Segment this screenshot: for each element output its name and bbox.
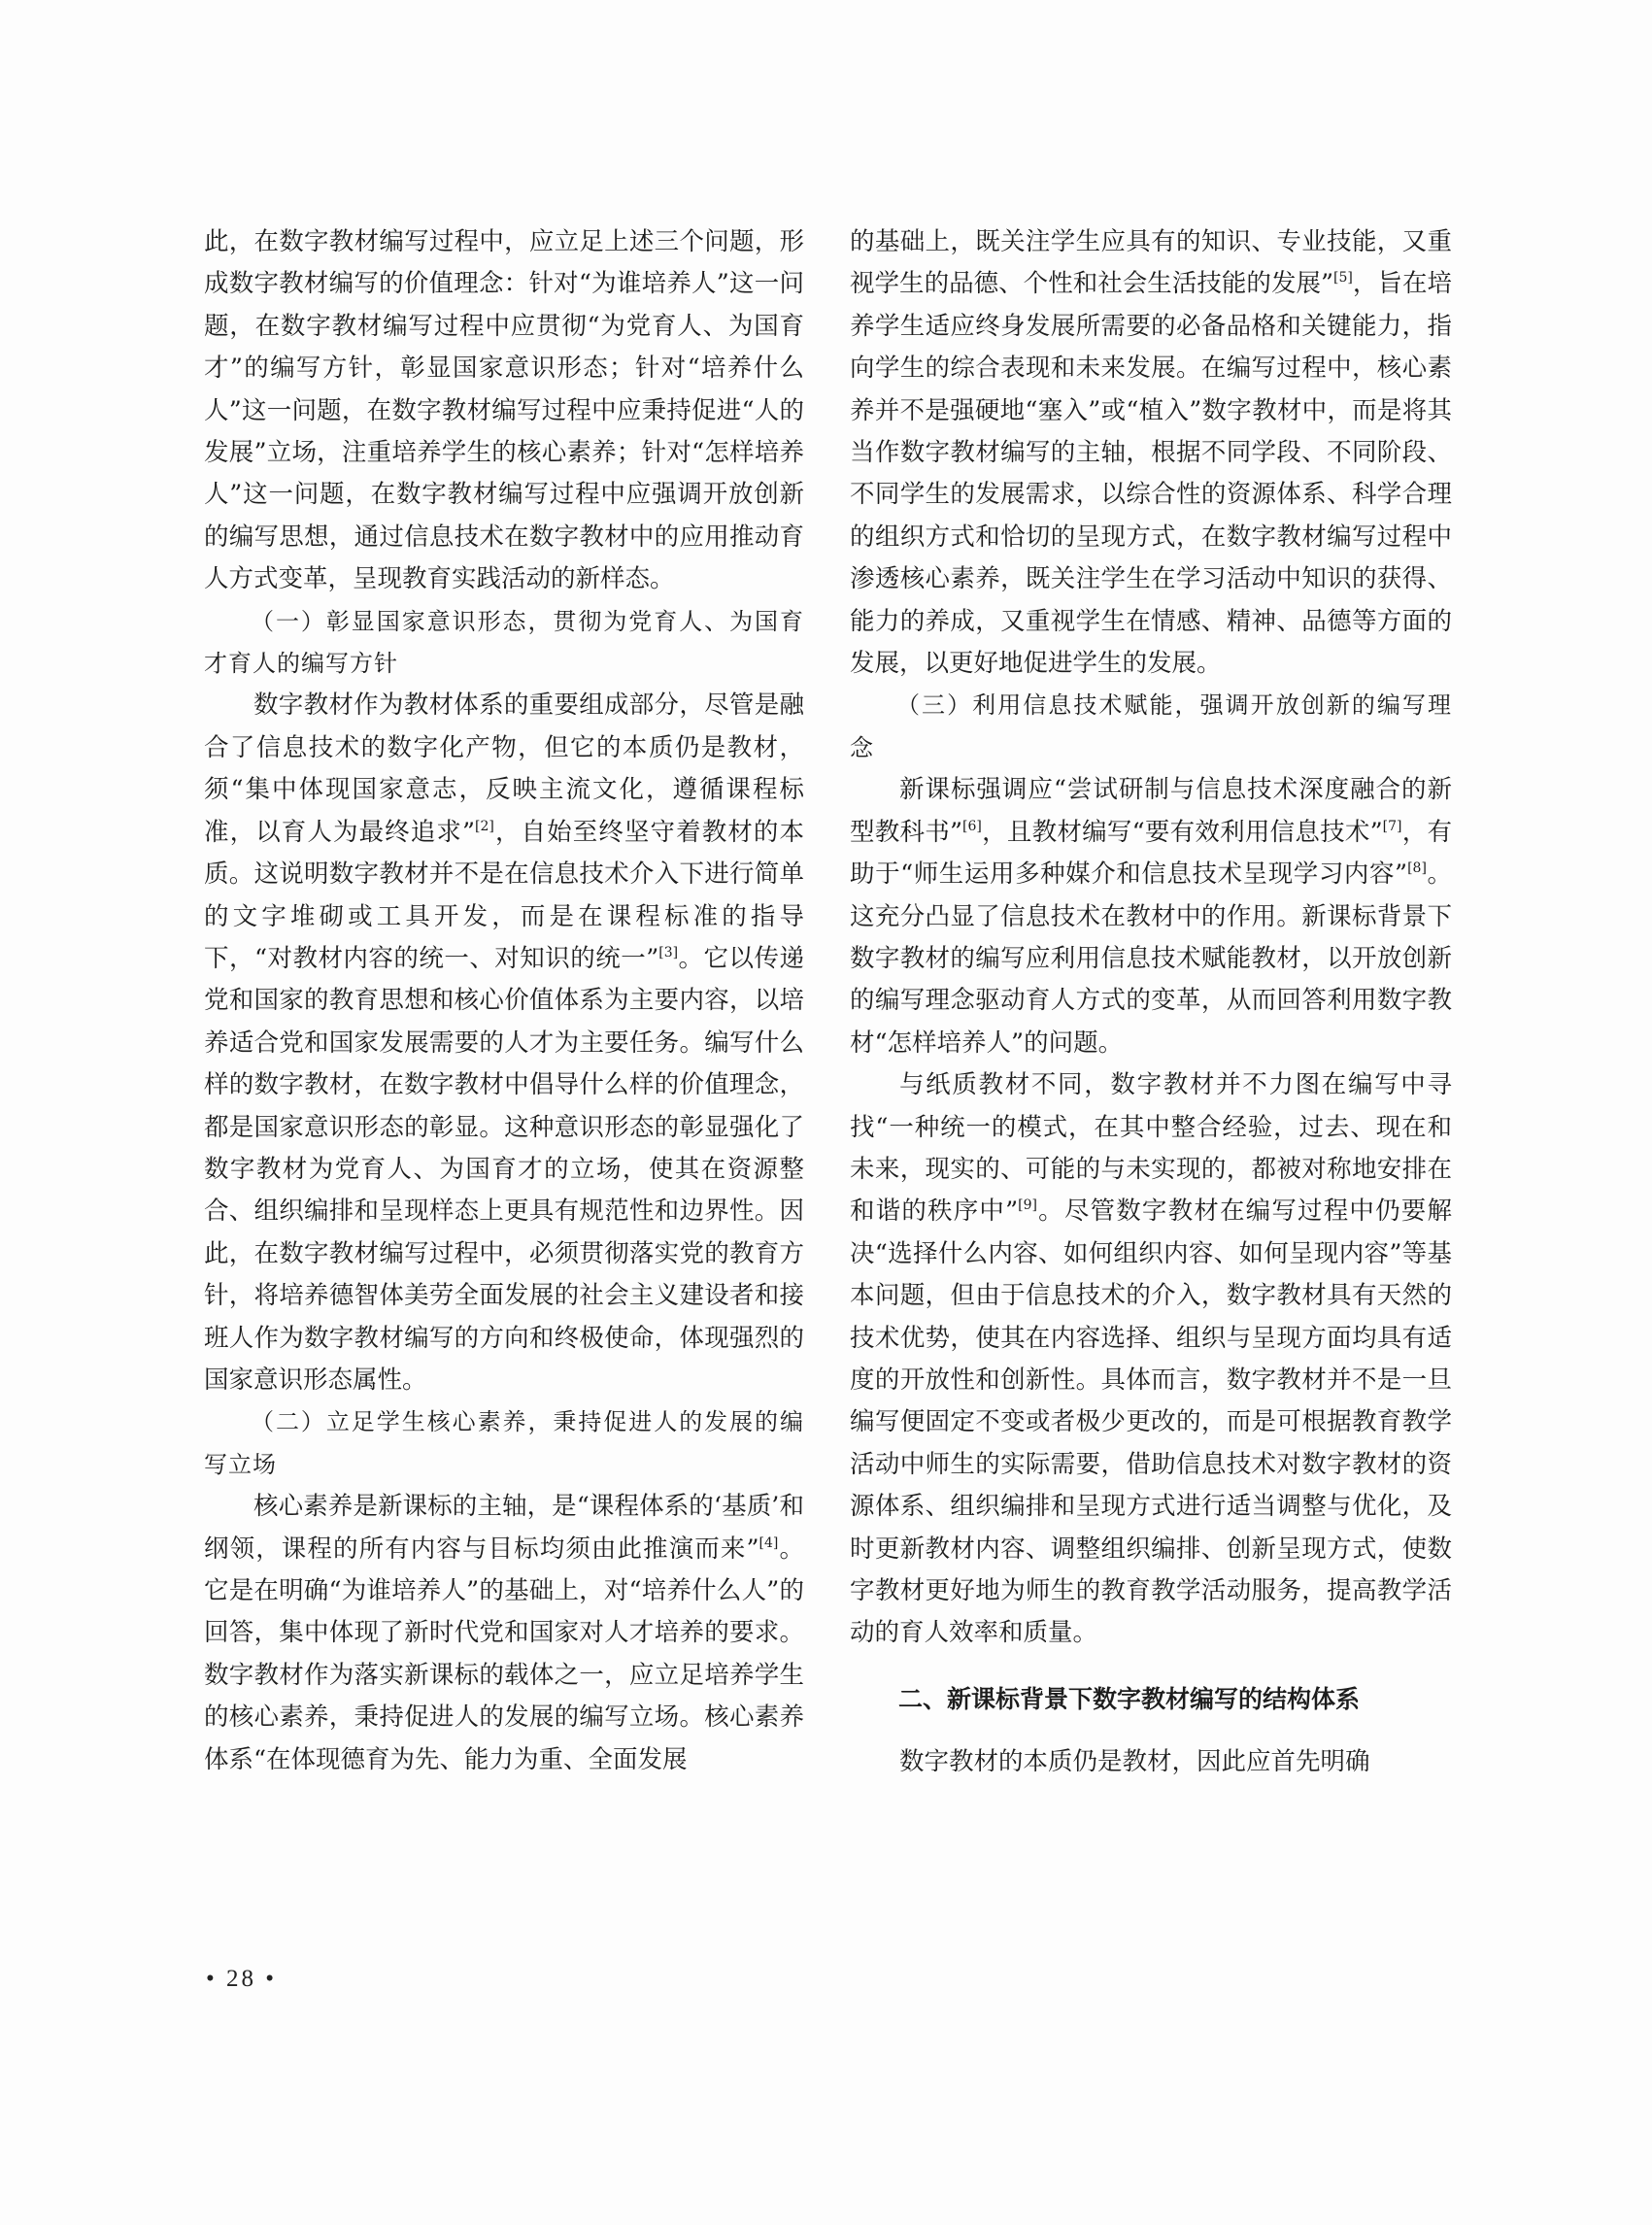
paragraph	[850, 769, 1452, 1064]
text-run: 。它以传递党和国家的教育思想和核心价值体系为主要内容，以培养适合党和国家发展需要的人才为主要任务。编写什么样的数字教材，在数字教材中倡导什么样的价值理念，都是国家意识形态的彰显。这种意识形态的彰显强化了数字教材为党育人、为国育才的立场，使其在资源整合、组织编排和呈现样态上更具有规范性和边界性。因此，在数字教材编写过程中，必须贯彻落实党的教育方针，将培养德智体美劳全面发展的社会主义建设者和接班人作为数字教材编写的方向和终极使命，体现强烈的国家意识形态属性。	[204, 943, 804, 1395]
citation-ref: [6]	[962, 818, 982, 834]
citation-ref: [3]	[658, 944, 679, 961]
left-column	[204, 221, 804, 1781]
text-run: 核心素养是新课标的主轴，是“课程体系的‘基质’和纲领，课程的所有内容与目标均须由此推演而来”	[204, 1492, 804, 1564]
text-run: 。这充分凸显了信息技术在教材中的作用。新课标背景下数字教材的编写应利用信息技术赋能教材，以开放创新的编写理念驱动育人方式的变革，从而回答利用数字教材“怎样培养人”的问题。	[850, 860, 1452, 1058]
text-run: ，旨在培养学生适应终身发展所需要的必备品格和关键能力，指向学生的综合表现和未来发展。在编写过程中，核心素养并不是强硬地“塞入”或“植入”数字教材中，而是将其当作数字教材编写的主轴，根据不同学段、不同阶段、不同学生的发展需求，以综合性的资源体系、科学合理的组织方式和恰切的呈现方式，在数字教材编写过程中渗透核心素养，既关注学生在学习活动中知识的获得、能力的养成，又重视学生在情感、精神、品德等方面的发展，以更好地促进学生的发展。	[850, 269, 1452, 679]
text-run: ，自始至终坚守着教材的本质。这说明数字教材并不是在信息技术介入下进行简单的文字堆砌或工具开发，而是在课程标准的指导下，“对教材内容的统一、对知识的统一”	[204, 817, 804, 973]
citation-ref: [8]	[1407, 860, 1427, 877]
text-run: 。尽管数字教材在编写过程中仍要解决“选择什么内容、如何组织内容、如何呈现内容”等基本问题，但由于信息技术的介入，数字教材具有天然的技术优势，使其在内容选择、组织与呈现方面均具有适度的开放性和创新性。具体而言，数字教材并不是一旦编写便固定不变或者极少更改的，而是可根据教育教学活动中师生的实际需要，借助信息技术对数字教材的资源体系、组织编排和呈现方式进行适当调整与优化，及时更新教材内容、调整组织编排、创新呈现方式，使数字教材更好地为师生的教育教学活动服务，提高教学活动的育人效率和质量。	[850, 1197, 1452, 1648]
text-run: 数字教材作为教材体系的重要组成部分，尽管是融合了信息技术的数字化产物，但它的本质仍是教材，须“集中体现国家意志，反映主流文化，遵循课程标准，以育人为最终追求”	[204, 691, 804, 847]
text-run: 与纸质教材不同，数字教材并不力图在编写中寻找“一种统一的模式，在其中整合经验，过去、现在和未来，现实的、可能的与未实现的，都被对称地安排在和谐的秩序中”	[850, 1070, 1452, 1227]
paragraph	[204, 1486, 804, 1781]
text-run: 。它是在明确“为谁培养人”的基础上，对“培养什么人”的回答，集中体现了新时代党和国家对人才培养的要求。数字教材作为落实新课标的载体之一，应立足培养学生的核心素养，秉持促进人的发展的编写立场。核心素养体系“在体现德育为先、能力为重、全面发展	[204, 1534, 804, 1774]
text-run: 的基础上，既关注学生应具有的知识、专业技能，又重视学生的品德、个性和社会生活技能的发展”	[850, 227, 1452, 299]
page-number: • 28 •	[206, 1966, 278, 1992]
subsection-heading: （三）利用信息技术赋能，强调开放创新的编写理念	[850, 691, 1452, 761]
paragraph	[850, 221, 1452, 685]
paragraph: 此，在数字教材编写过程中，应立足上述三个问题，形成数字教材编写的价值理念：针对“为谁培养人”这一问题，在数字教材编写过程中应贯彻“为党育人、为国育才”的编写方针，彰显国家意识形态；针对“培养什么人”这一问题，在数字教材编写过程中应秉持促进“人的发展”立场，注重培养学生的核心素养；针对“怎样培养人”这一问题，在数字教材编写过程中应强调开放创新的编写思想，通过信息技术在数字教材中的应用推动育人方式变革，呈现教育实践活动的新样态。	[204, 227, 804, 594]
paragraph	[850, 1064, 1452, 1655]
section-heading: 二、新课标背景下数字教材编写的结构体系	[898, 1684, 1361, 1713]
subsection-heading: （二）立足学生核心素养，秉持促进人的发展的编写立场	[204, 1408, 804, 1478]
subsection-heading: （一）彰显国家意识形态，贯彻为党育人、为国育才育人的编写方针	[204, 607, 804, 678]
citation-ref: [5]	[1333, 270, 1353, 287]
text-run: ，且教材编写“要有效利用信息技术”	[981, 817, 1383, 847]
citation-ref: [9]	[1018, 1197, 1037, 1214]
text-run: ，有助于“师生运用多种媒介和信息技术呈现学习内容”	[850, 817, 1452, 890]
right-column	[850, 221, 1452, 1784]
citation-ref: [2]	[475, 818, 494, 834]
citation-ref: [4]	[759, 1534, 779, 1551]
text-run: 新课标强调应“尝试研制与信息技术深度融合的新型教科书”	[850, 775, 1452, 847]
citation-ref: [7]	[1382, 818, 1402, 834]
paragraph	[204, 685, 804, 1401]
paragraph: 数字教材的本质仍是教材，因此应首先明确	[899, 1747, 1370, 1777]
